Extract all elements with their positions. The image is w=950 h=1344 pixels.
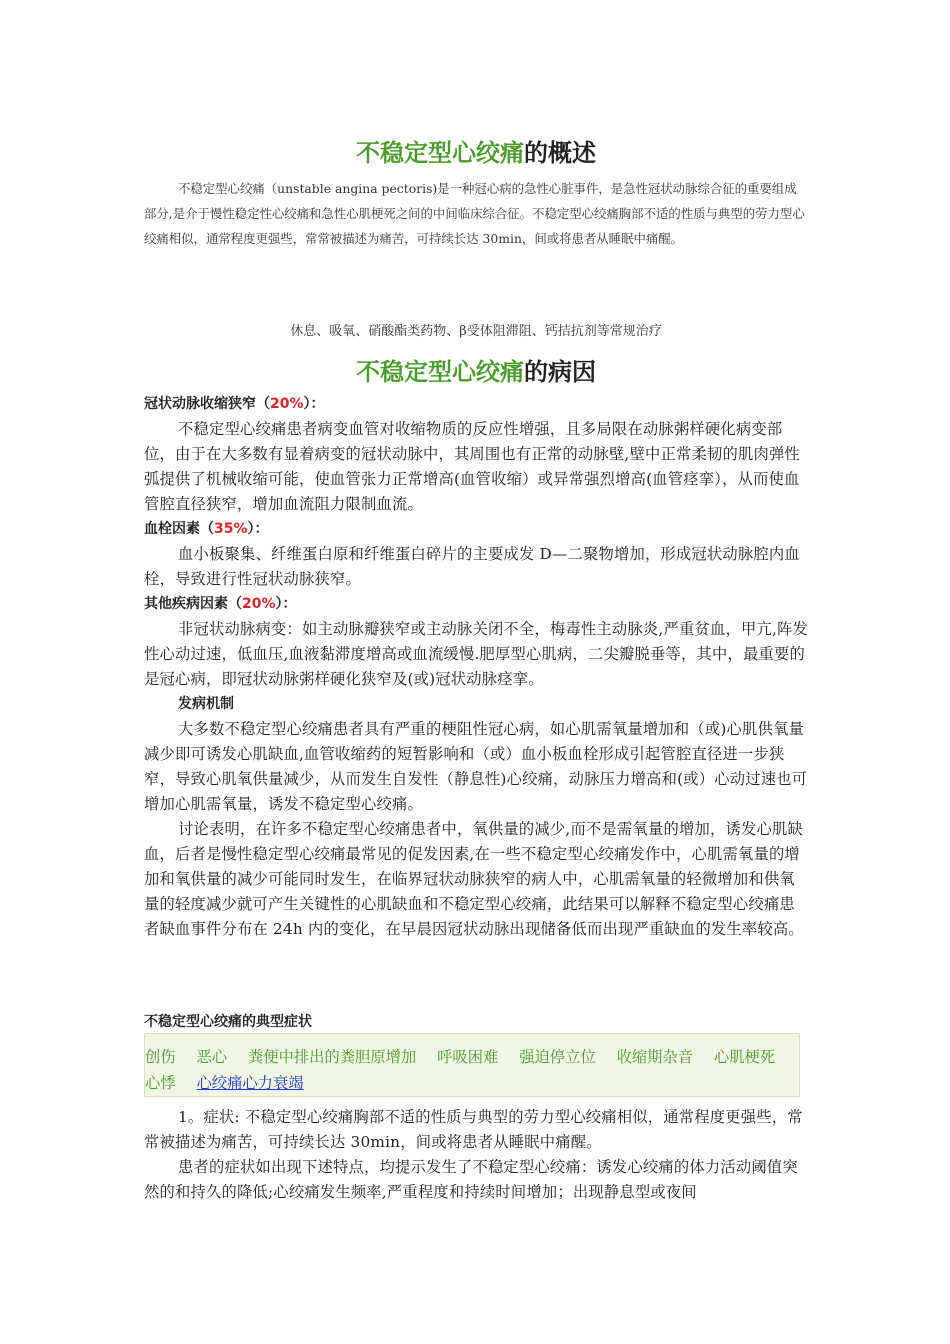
cause-text-vasoconstriction: 不稳定型心绞痛患者病变血管对收缩物质的反应性增强，且多局限在动脉粥样硬化病变部位，由于在大多数有显着病变的冠状动脉中，其周围也有正常的动脉壁,壁中正常柔韧的肌肉弹性弧提供了机械收缩可能，使血管张力正常增高(血管收缩）或异常强烈增高(血管痉挛），从而使血管腔直径狭窄，增加血流阻力限制血流。	[144, 420, 800, 513]
cause-text-other: 非冠状动脉病变：如主动脉瓣狭窄或主动脉关闭不全，梅毒性主动脉炎,严重贫血，甲亢,阵发性心动过速，低血压,血液黏滞度增高或血流缓慢.肥厚型心肌病，二尖瓣脱垂等，其中，最重要的是冠心病，即冠状动脉粥样硬化狭窄及(或)冠状动脉痉挛。	[144, 620, 809, 688]
symptoms-section	[144, 1105, 808, 1205]
overview-title-suffix: 的概述	[524, 139, 596, 167]
cause-heading-other: 其他疾病因素（20%）：	[144, 596, 297, 612]
cause-percent: 20%	[270, 396, 304, 412]
cause-percent: 20%	[242, 596, 276, 612]
symptom-link-heart-failure[interactable]: 心绞痛心力衰竭	[196, 1074, 304, 1092]
cause-heading-vasoconstriction: 冠状动脉收缩狭窄（20%）：	[144, 396, 325, 412]
causes-title	[144, 352, 808, 387]
mechanism-heading: 发病机制	[178, 696, 234, 712]
symptom-tag[interactable]: 创伤	[145, 1048, 176, 1066]
causes-title-keyword: 不稳定型心绞痛	[356, 358, 524, 386]
cause-percent: 35%	[214, 521, 248, 537]
treatment-caption: 休息、吸氧、硝酸酯类药物、β受体阻滞阻、钙拮抗剂等常规治疗	[290, 324, 662, 339]
symptom-tag[interactable]: 收缩期杂音	[616, 1048, 694, 1066]
symptoms-paragraph-2: 患者的症状如出现下述特点，均提示发生了不稳定型心绞痛：诱发心绞痛的体力活动阈值突然的和持久的降低;心绞痛发生频率,严重程度和持续时间增加；出现静息型或夜间	[144, 1158, 798, 1201]
symptom-tag[interactable]: 恶心	[196, 1048, 228, 1066]
overview-title	[144, 133, 808, 168]
symptom-tag[interactable]: 粪便中排出的粪胆原增加	[247, 1048, 417, 1066]
causes-section	[144, 392, 808, 942]
symptom-tag[interactable]: 强迫停立位	[519, 1048, 596, 1066]
symptoms-title: 不稳定型心绞痛的典型症状	[144, 1014, 312, 1030]
symptom-tag[interactable]: 心肌梗死	[713, 1048, 776, 1066]
overview-paragraph: 不稳定型心绞痛（unstable angina pectoris)是一种冠心病的急性心脏事件，是急性冠状动脉综合征的重要组成部分,是介于慢性稳定性心绞痛和急性心肌梗死之间的中间临床综合征。不稳定型心绞痛胸部不适的性质与典型的劳力型心绞痛相似，通常程度更强些，常常被描述为痛苦，可持续长达 30min，间或将患者从睡眠中痛醒。	[144, 181, 805, 246]
mechanism-paragraph-1: 大多数不稳定型心绞痛患者具有严重的梗阻性冠心病，如心肌需氧量增加和（或)心肌供氧量减少即可诱发心肌缺血,血管收缩药的短暂影响和（或）血小板血栓形成引起管腔直径进一步狭窄，导致心肌氧供量减少，从而发生自发性（静息性)心绞痛，动脉压力增高和(或）心动过速也可增加心肌需氧量，诱发不稳定型心绞痛。	[144, 720, 808, 813]
symptoms-paragraph-1: 1。症状: 不稳定型心绞痛胸部不适的性质与典型的劳力型心绞痛相似，通常程度更强些，常常被描述为痛苦，可持续长达 30min，间或将患者从睡眠中痛醒。	[144, 1108, 803, 1151]
symptom-tag[interactable]: 呼吸困难	[437, 1048, 499, 1066]
symptom-tag-box	[144, 1033, 800, 1097]
mechanism-paragraph-2: 讨论表明，在许多不稳定型心绞痛患者中，氧供量的减少,而不是需氧量的增加，诱发心肌缺血，后者是慢性稳定型心绞痛最常见的促发因素,在一些不稳定型心绞痛发作中，心肌需氧量的增加和氧供量的减少可能同时发生，在临界冠状动脉狭窄的病人中，心肌需氧量的轻微增加和供氧量的轻度减少就可产生关键性的心肌缺血和不稳定型心绞痛，此结果可以解释不稳定型心绞痛患者缺血事件分布在 24h 内的变化，在早晨因冠状动脉出现储备低而出现严重缺血的发生率较高。	[144, 820, 804, 938]
overview-title-keyword: 不稳定型心绞痛	[356, 139, 524, 167]
cause-text-thrombus: 血小板聚集、纤维蛋白原和纤维蛋白碎片的主要成发 D—二聚物增加，形成冠状动脉腔内血栓，导致进行性冠状动脉狭窄。	[144, 545, 800, 588]
symptom-tags	[145, 1040, 799, 1096]
cause-heading-thrombus: 血栓因素（35%）：	[144, 521, 269, 537]
symptom-tag[interactable]: 心悸	[145, 1074, 176, 1092]
causes-title-suffix: 的病因	[524, 358, 596, 386]
